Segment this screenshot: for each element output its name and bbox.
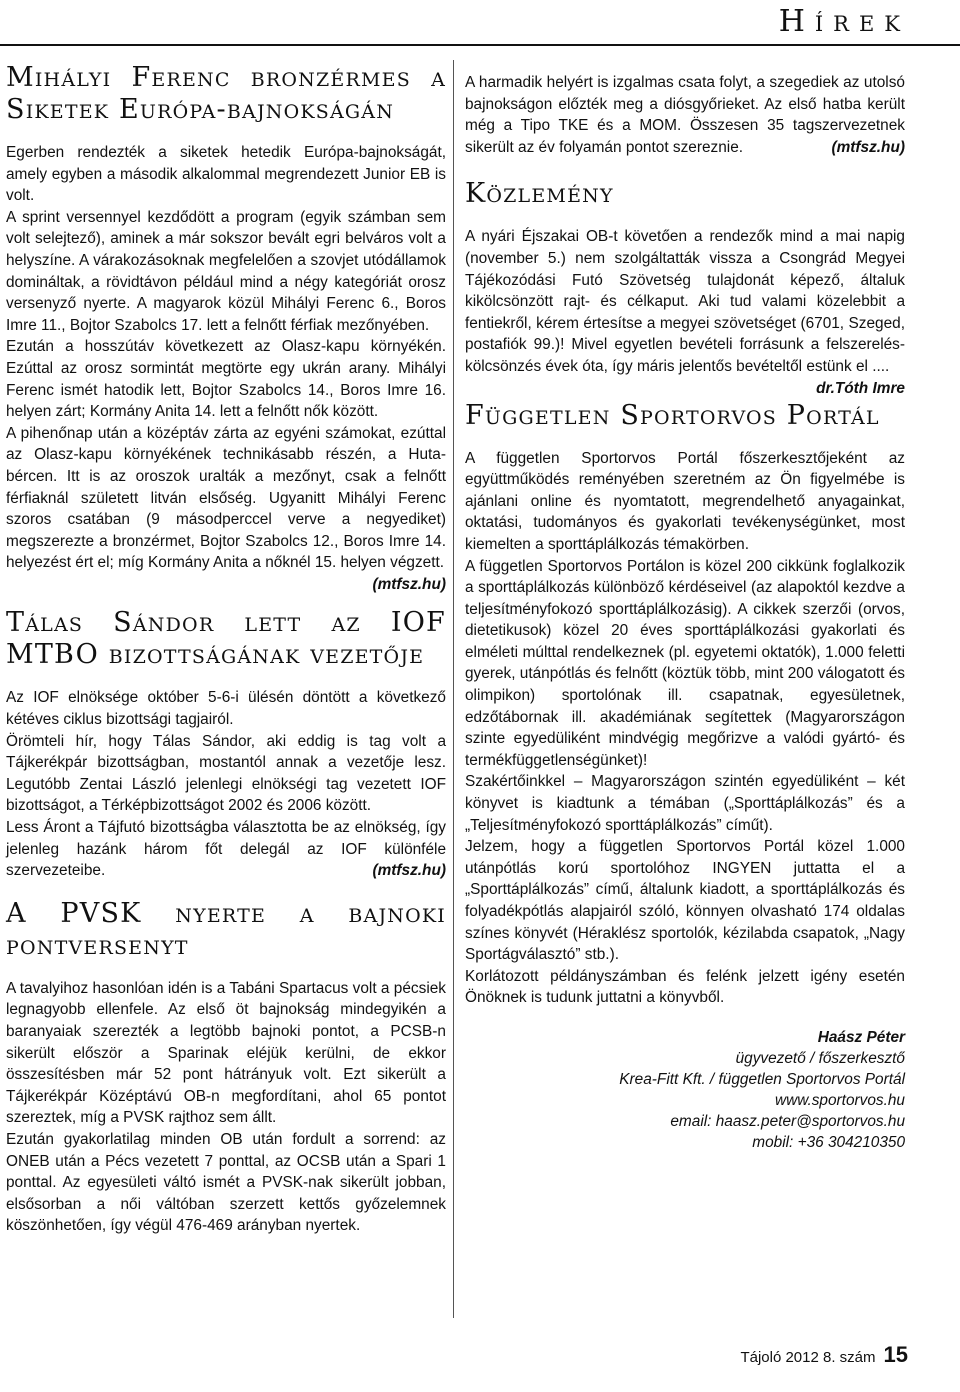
article-title-kozlemeny: Közlemény xyxy=(465,178,614,210)
article-signature: dr.Tóth Imre xyxy=(816,379,905,397)
article-paragraph: A független Sportorvos Portál főszerkesztőjeként az együttműködés reményében szeretném az Ön figyelmébe is ajánlani online és nyomtatott, megrendelhető anyagainkat, oktatási, tudományos és gyakorlati tevékenységünket, most kiemelten a sporttáplálkozás témakörben. xyxy=(465,449,905,553)
signature-name: Haász Péter xyxy=(817,1028,905,1046)
left-column xyxy=(6,56,446,1237)
signature-mobile: mobil: +36 304210350 xyxy=(752,1133,905,1151)
article-source: (mtfsz.hu) xyxy=(831,138,905,156)
section-label: Hírek xyxy=(778,4,910,39)
column-divider xyxy=(453,60,454,1318)
signature-org: Krea-Fitt Kft. / független Sportorvos Portál xyxy=(619,1070,905,1088)
article-paragraph: Egerben rendezték a siketek hetedik Európa-bajnokságát, amely egyben a második alkalommal megrendezett Junior EB is volt. xyxy=(6,144,446,205)
article-source: (mtfsz.hu) xyxy=(372,575,446,593)
signature-web[interactable]: www.sportorvos.hu xyxy=(774,1091,905,1109)
article-paragraph: Örömteli hír, hogy Tálas Sándor, aki eddig is tag volt a Tájkerékpár bizottságban, mostantól annak a vezetője lesz. Legutóbb Zentai László jelenlegi elnökségi tag vezetett IOF bizottságot, a Térképbizottságot 2002 és 2006 között. xyxy=(6,732,446,815)
signature-block xyxy=(465,1027,905,1153)
article-title-portal: Független Sportorvos Portál xyxy=(465,399,880,431)
header-rule xyxy=(0,44,960,46)
signature-email[interactable]: email: haasz.peter@sportorvos.hu xyxy=(670,1112,905,1130)
article-title-pvsk: A PVSK nyerte a bajnoki pontversenyt xyxy=(6,897,446,961)
page-footer xyxy=(740,1342,908,1368)
article-paragraph: Ezután gyakorlatilag minden OB után fordult a sorrend: az ONEB után a Pécs vezetett 7 ponttal, az OCSB után a Spari 1 ponttal. Az egyesületi váltó ismét a PVSK-nak sikerült jobban, elsősorban a női váltóban szerzett kettős győzelemnek köszönhetően, így végül 476-469 arányban nyertek. xyxy=(6,1130,446,1235)
article-source: (mtfsz.hu) xyxy=(372,862,446,880)
article-paragraph: Szakértőinkkel – Magyarországon szintén egyedüliként – két könyvet is kiadtunk a témában („Sporttáplálkozás” és a „Teljesítményfokozó sporttáplálkozás” címűt). xyxy=(465,773,905,834)
publication-name: Tájoló 2012 8. szám xyxy=(740,1349,876,1366)
article-paragraph: A független Sportorvos Portálon is közel 200 cikkünk foglalkozik a sporttáplálkozás különböző kérdéseivel (az alapoktól kezdve a teljesítményfokozó sporttáplálkozásig). A cikkek szerzői (orvos, dietetikusok) közel 20 éves sporttáplálkozási gyakorlati és elméleti múlttal rendelkeznek (pl. egyetemi oktatók), 1.000 feletti gyerek, utánpótlás és felnőtt (köztük több, mint 200 válogatott és olimpikon) sportolónak ill. csapatnak, egyesületnek, edzőtábornak ill. akadémiának segítettek (Magyarországon szinte egyedüliként mindvégig megőrizve a valódi gyártó- és termékfüggetlenségünket)! xyxy=(465,557,905,769)
article-paragraph: A sprint versennyel kezdődött a program (egyik számban sem volt selejtező), aminek a már sokszor bevált egri belváros volt a helyszíne. A várakozásoknak megfelelően a szovjet utódállamok domináltak, a rövidtávon például mind a négy kategóriát orosz versenyző nyerte. A magyarok közül Mihályi Ferenc 6., Boros Imre 11., Bojtor Szabolcs 17. lett a felnőtt férfiak mezőnyében. xyxy=(6,208,446,334)
article-paragraph: Korlátozott példányszámban és felénk jelzett igény esetén Önöknek is tudunk juttatni a könyvből. xyxy=(465,967,905,1007)
article-title-talas: Tálas Sándor lett az IOF MTBO bizottságának vezetője xyxy=(6,607,446,671)
article-title-mihalyi: Mihályi Ferenc bronzérmes a Siketek Európa-bajnokságán xyxy=(6,62,446,125)
article-paragraph: Less Áront a Tájfutó bizottságba választotta be az elnökség, így jelenleg hazánk három főt delegál az IOF különféle szervezeteibe. (mtfsz.hu) xyxy=(6,817,446,882)
article-paragraph: A pihenőnap után a középtáv zárta az egyéni számokat, ezúttal az Olasz-kapu környékének technikásabb részén, a Huta-bércen. Itt is az oroszok uralták a mezőnyt, csak a felnőtt férfiaknál született litván elsőség. Ugyanitt Mihályi Ferenc szoros csatában (9 másodperccel verve a negyediket) megszerezte a bronzérmet, Bojtor Szabolcs 12., Boros Imre 14. helyezést ért el; míg Kormány Anita a nőknél 15. helyen végzett. xyxy=(6,424,446,572)
signature-role: ügyvezető / főszerkesztő xyxy=(735,1049,905,1067)
article-paragraph: Ezután a hosszútáv következett az Olasz-kapu környékén. Ezúttal az orosz sormintát megtörte egy ukrán arany. Mihályi Ferenc ismét hatodik lett, Bojtor Szabolcs 14., Boros Imre 16. helyen zárt; Kormány Anita 14. lett a felnőtt nők között. xyxy=(6,338,446,421)
article-paragraph: Jelzem, hogy a független Sportorvos Portál közel 1.000 utánpótlás korú sportolóhoz INGYEN juttatta el a „Sporttáplálkozás” című, általunk kiadott, a sporttáplálkozás és folyadékpótlás alapjairól szóló, könnyen olvasható 174 oldalas színes könyvét (Héraklész sportolók, kézilabda csapatok, „Nagy Sportágválasztó” stb.). xyxy=(465,838,905,964)
article-paragraph: A harmadik helyért is izgalmas csata folyt, a szegediek az utolsó bajnokságon előzték meg a diósgyőrieket. Az első hatba került még a Tipo TKE és a MOM. Összesen 35 tagszervezetnek sikerült az év folyamán pontot szereznie. (mtfsz.hu) xyxy=(465,72,905,158)
article-paragraph: Az IOF elnöksége október 5-6-i ülésén döntött a következő kétéves ciklus bizottsági tagjairól. xyxy=(6,689,446,729)
right-column xyxy=(465,72,905,1153)
article-paragraph: A tavalyihoz hasonlóan idén is a Tabáni Spartacus volt a pécsiek legnagyobb ellenfele. Az első öt bajnokság mindegyikén a baranyaiak szerezték a legtöbb bajnoki pontot, a PCSB-n sikerült először a Sparinak eléjük kerülni, de ekkor összesítésben már 52 pont hátrányuk volt. Ezt sikerült a Tájkerékpár Középtávú OB-n megfordítani, ahol 65 pontot szereztek, míg a PVSK rajthoz sem állt. xyxy=(6,979,446,1127)
article-paragraph: A nyári Éjszakai OB-t követően a rendezők mind a mai napig (november 5.) nem szolgáltatták vissza a Csongrád Megyei Tájékozódási Futó Szövetség tulajdonát képező, általuk kikölcsönzött rajt- és célkaput. Aki tud valami közelebbit a fentiekről, kérem értesítse a megyei szövetséget (6701, Szeged, postafiók 99.)! Mivel egyetlen bevételi forrásunk a felszerelés-kölcsönzés évek óta, így máris jelentős bevételtől estünk el .... dr.Tóth Imre xyxy=(465,226,905,377)
page-number: 15 xyxy=(883,1342,908,1367)
